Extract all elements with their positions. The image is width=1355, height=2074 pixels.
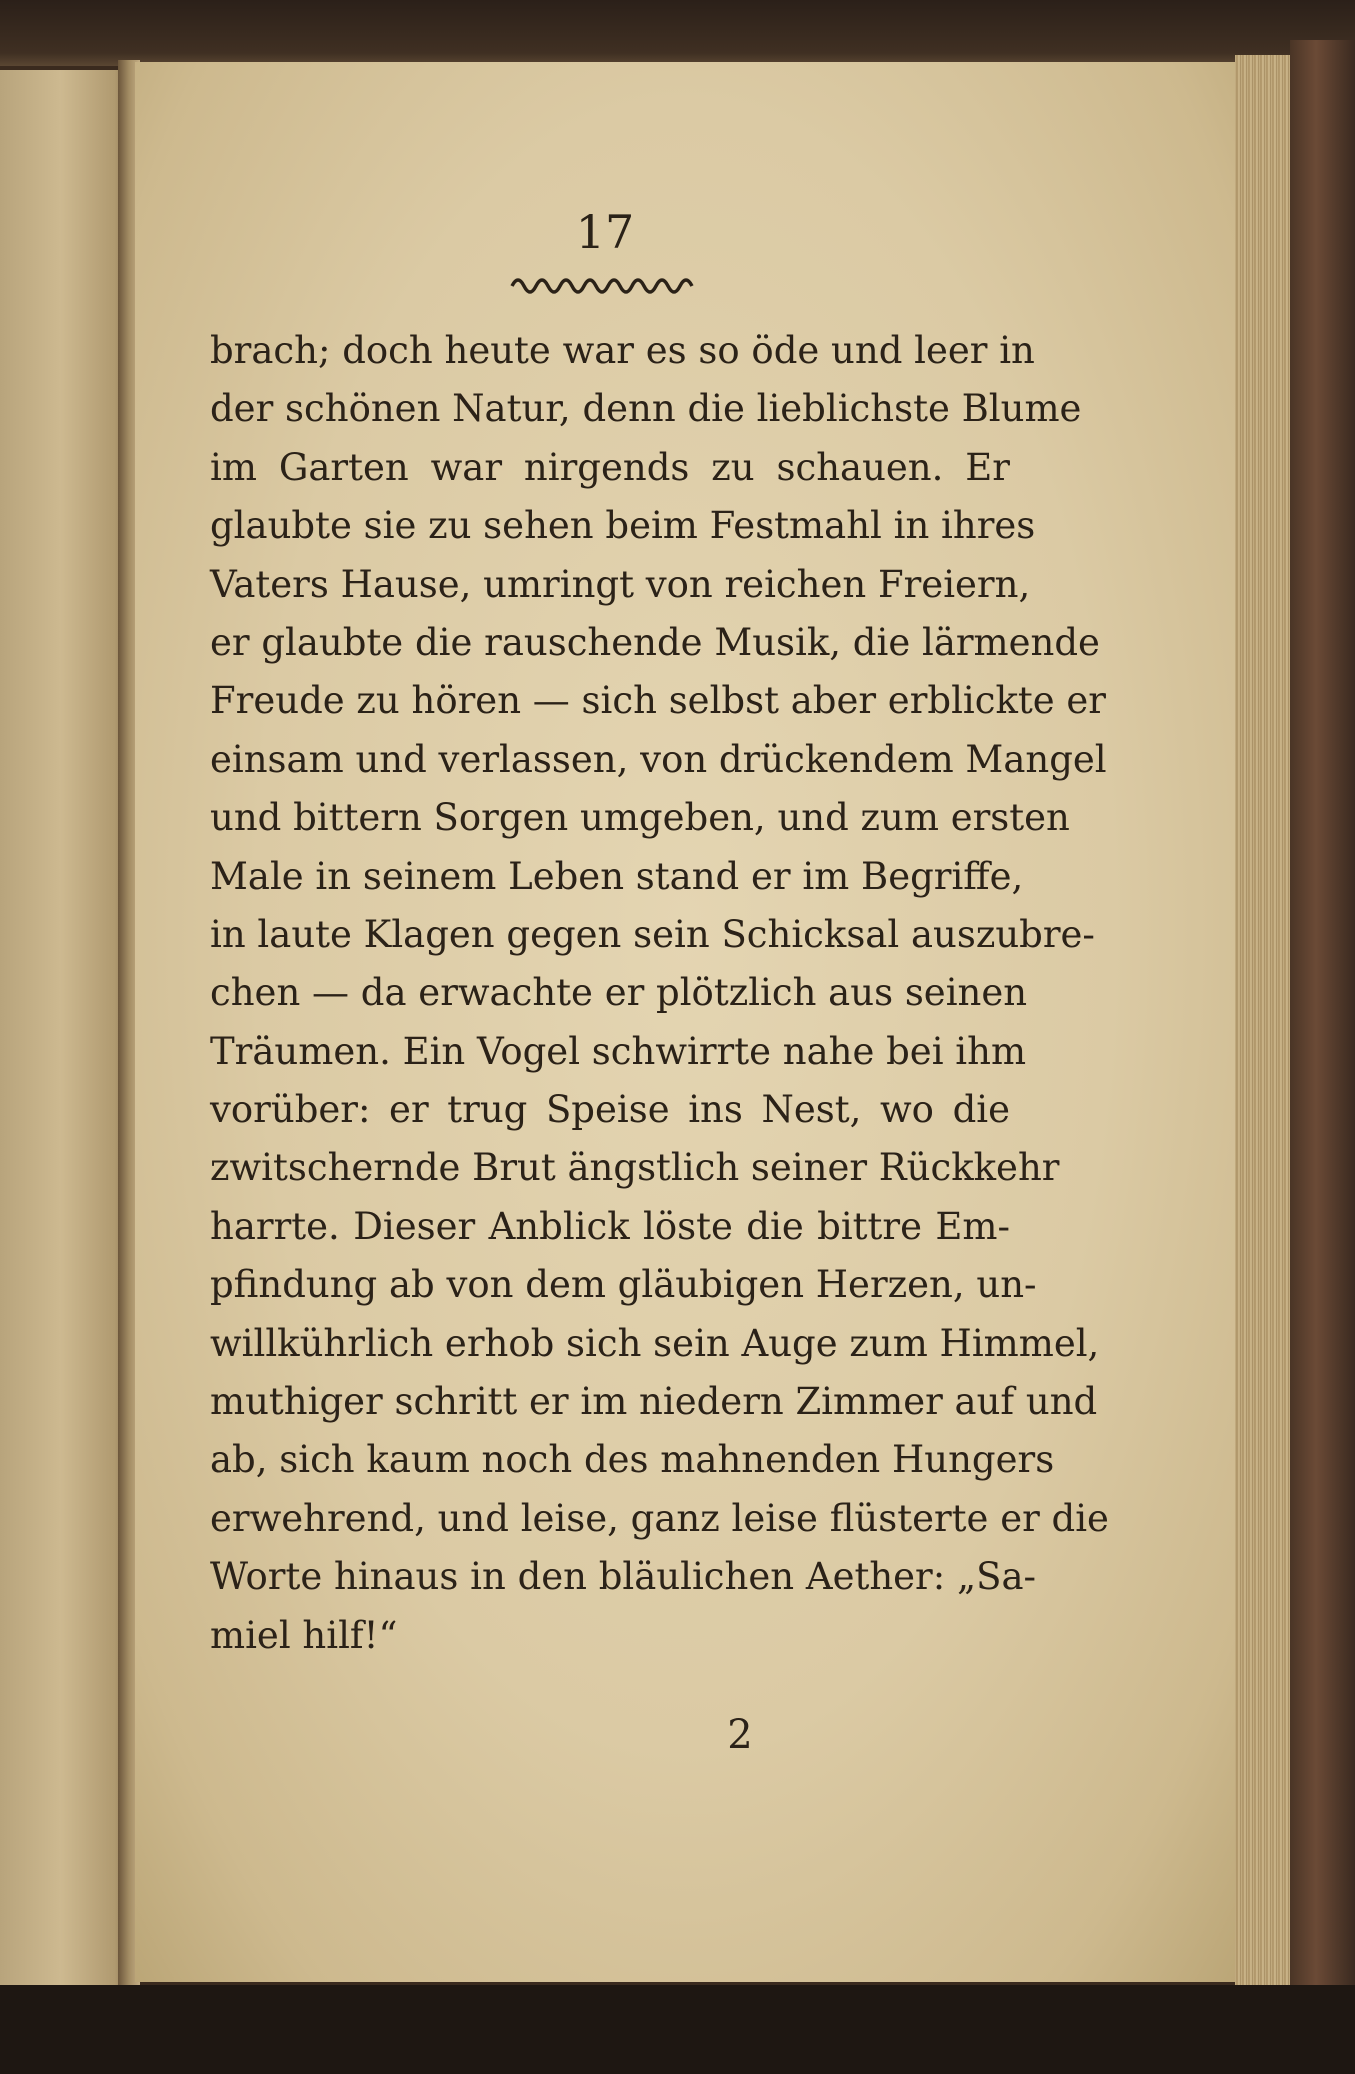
text-line: zwitschernde Brut ängstlich seiner Rückkehr — [210, 1146, 1060, 1190]
scan-background-bottom — [0, 1985, 1355, 2074]
text-line: Worte hinaus in den bläulichen Aether: „Sa- — [210, 1555, 1037, 1599]
text-line: Träumen. Ein Vogel schwirrte nahe bei ihm — [210, 1029, 1027, 1073]
text-line: muthiger schritt er im niedern Zimmer auf und — [210, 1380, 1098, 1424]
text-line: glaubte sie zu sehen beim Festmahl in ihres — [210, 504, 1036, 548]
text-line: Male in seinem Leben stand er im Begriffe, — [210, 854, 1024, 898]
book-cover-edge — [1290, 40, 1355, 2030]
page-number: 17 — [575, 205, 635, 259]
text-line: willkührlich erhob sich sein Auge zum Himmel, — [210, 1321, 1100, 1365]
text-line: brach; doch heute war es so öde und leer in — [210, 329, 1035, 372]
text-line: der schönen Natur, denn die lieblichste Blume — [210, 387, 1082, 431]
text-line: und bittern Sorgen umgeben, und zum ersten — [210, 796, 1070, 840]
text-line: miel hilf!“ — [210, 1613, 398, 1657]
text-line: pfindung ab von dem gläubigen Herzen, un- — [210, 1263, 1037, 1307]
text-line: im Garten war nirgends zu schauen. Er — [210, 445, 1010, 489]
left-page-edge — [0, 70, 135, 1990]
text-line: Vaters Hause, umringt von reichen Freiern, — [210, 562, 1031, 606]
page-edges — [1235, 55, 1290, 1990]
text-line: er glaubte die rauschende Musik, die lärmende — [210, 620, 1100, 664]
text-line: ab, sich kaum noch des mahnenden Hungers — [210, 1438, 1055, 1482]
text-line: Freude zu hören — sich selbst aber erblickte er — [210, 679, 1106, 723]
text-line: erwehrend, und leise, ganz leise flüsterte er die — [210, 1496, 1109, 1540]
text-line: vorüber: er trug Speise ins Nest, wo die — [210, 1088, 1010, 1132]
text-line: in laute Klagen gegen sein Schicksal auszubre- — [210, 912, 1095, 956]
text-line: chen — da erwachte er plötzlich aus seinen — [210, 971, 1028, 1015]
text-line: harrte. Dieser Anblick löste die bittre Em- — [210, 1204, 1010, 1248]
ornament-rule — [510, 272, 700, 296]
body-text — [210, 322, 1109, 1665]
text-line: einsam und verlassen, von drückendem Mangel — [210, 737, 1107, 781]
scan-background-top — [0, 0, 1355, 66]
signature-mark: 2 — [727, 1712, 753, 1758]
